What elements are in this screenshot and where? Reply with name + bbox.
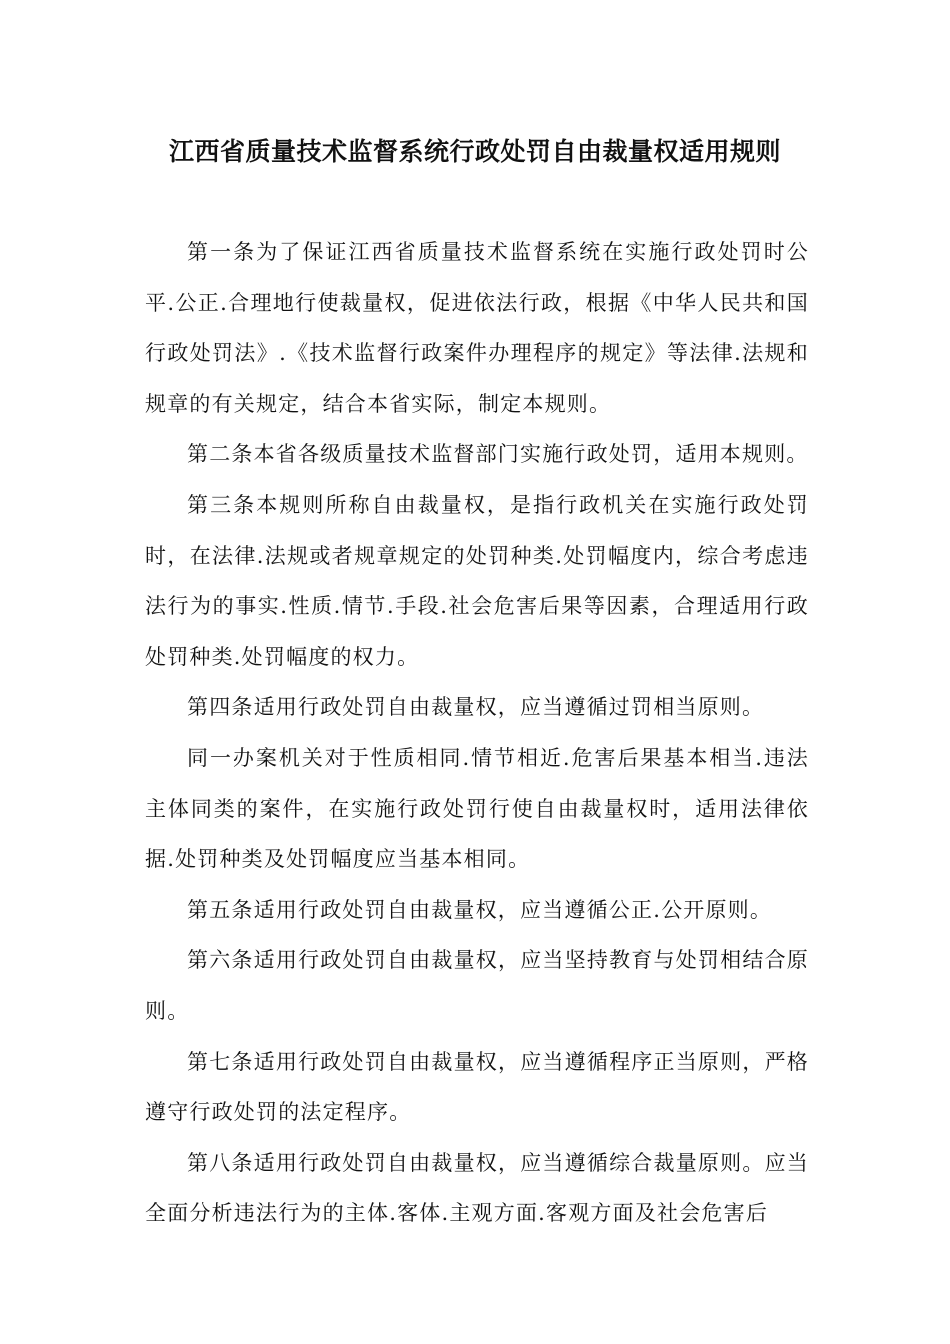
article-1-paragraph: 第一条为了保证江西省质量技术监督系统在实施行政处罚时公平.公正.合理地行使裁量权，促进依法行政，根据《中华人民共和国行政处罚法》.《技术监督行政案件办理程序的规定》等法律.法规和规章的有关规定，结合本省实际，制定本规则。 [145,240,809,416]
document-body [145,227,809,1239]
article-7-paragraph: 第七条适用行政处罚自由裁量权，应当遵循程序正当原则，严格遵守行政处罚的法定程序。 [145,1049,809,1125]
article-2-paragraph: 第二条本省各级质量技术监督部门实施行政处罚，适用本规则。 [187,442,809,467]
article-4-continuation-paragraph: 同一办案机关对于性质相同.情节相近.危害后果基本相当.违法主体同类的案件，在实施行政处罚行使自由裁量权时，适用法律依据.处罚种类及处罚幅度应当基本相同。 [145,745,809,872]
article-5-paragraph: 第五条适用行政处罚自由裁量权，应当遵循公正.公开原则。 [187,897,773,922]
article-6-paragraph: 第六条适用行政处罚自由裁量权，应当坚持教育与处罚相结合原则。 [145,948,809,1023]
article-4-paragraph: 第四条适用行政处罚自由裁量权，应当遵循过罚相当原则。 [187,695,765,720]
article-3-paragraph: 第三条本规则所称自由裁量权，是指行政机关在实施行政处罚时，在法律.法规或者规章规定的处罚种类.处罚幅度内，综合考虑违法行为的事实.性质.情节.手段.社会危害后果等因素，合理适用行政处罚种类.处罚幅度的权力。 [145,492,809,669]
article-8-paragraph: 第八条适用行政处罚自由裁量权，应当遵循综合裁量原则。应当全面分析违法行为的主体.客体.主观方面.客观方面及社会危害后 [145,1150,809,1226]
document-title: 江西省质量技术监督系统行政处罚自由裁量权适用规则 [168,137,781,166]
